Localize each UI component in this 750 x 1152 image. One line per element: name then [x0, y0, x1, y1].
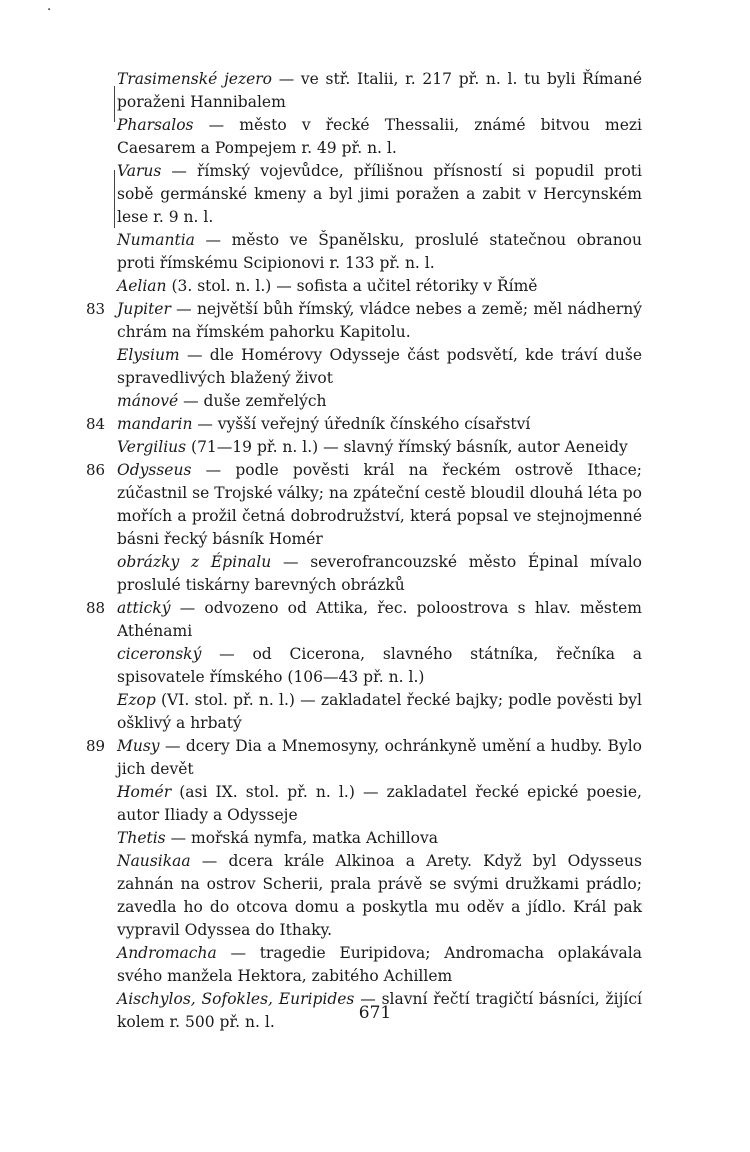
glossary-entry	[0, 781, 642, 827]
corner-mark: .	[47, 0, 52, 14]
glossary-entry	[0, 436, 642, 459]
entry-term: mandarin	[117, 415, 193, 433]
glossary-entry	[0, 689, 642, 735]
entry-definition: (71—19 př. n. l.) — slavný římský básník, autor Aeneidy	[186, 438, 628, 456]
glossary-entry	[0, 942, 642, 988]
entry-definition: — město ve Španělsku, proslulé statečnou obranou proti římskému Scipionovi r. 133 př. n. l.	[117, 231, 642, 272]
entry-definition: — tragedie Euripidova; Andromacha oplakávala svého manžela Hektora, zabitého Achillem	[117, 944, 642, 985]
entry-definition: — vyšší veřejný úředník čínského císařství	[192, 415, 531, 433]
entry-term: Ezop	[117, 691, 156, 709]
glossary-entry	[0, 551, 642, 597]
entry-definition: — dcery Dia a Mnemosyny, ochránkyně umění a hudby. Bylo jich devět	[117, 737, 642, 778]
glossary-page	[0, 68, 750, 1034]
glossary-entry	[0, 114, 642, 160]
glossary-entry	[0, 597, 642, 643]
entry-term: Nausikaa	[117, 852, 191, 870]
glossary-entry	[0, 735, 642, 781]
entry-term: Musy	[117, 737, 160, 755]
entry-term: obrázky z Épinalu	[117, 553, 272, 571]
glossary-entry	[0, 275, 642, 298]
glossary-entry	[0, 390, 642, 413]
entry-definition: — dcera krále Alkinoa a Arety. Když byl Odysseus zahnán na ostrov Scherii, prala právě se svými družkami prádlo; zavedla ho do otcova domu a poskytla mu oděv a jídlo. Král pak vypravil Odyssea do Ithaky.	[117, 852, 642, 939]
entry-term: ciceronský	[117, 645, 202, 663]
glossary-entry	[0, 298, 642, 344]
entry-definition: — podle pověsti král na řeckém ostrově Ithace; zúčastnil se Trojské války; na zpáteční cestě bloudil dlouhá léta po mořích a prožil četná dobrodružství, která popsal ve stejnojmenné básni řecký básník Homér	[117, 461, 642, 548]
page-reference-number: 89	[86, 737, 106, 755]
entry-definition: — mořská nymfa, matka Achillova	[165, 829, 439, 847]
entry-definition: — odvozeno od Attika, řec. poloostrova s hlav. městem Athénami	[117, 599, 642, 640]
entry-term: Elysium	[117, 346, 180, 364]
entry-term: Trasimenské jezero	[117, 70, 273, 88]
page-reference-number: 86	[86, 461, 106, 479]
glossary-entry	[0, 68, 642, 114]
glossary-entry	[0, 643, 642, 689]
entry-definition: — ve stř. Italii, r. 217 př. n. l. tu byli Římané poraženi Hannibalem	[117, 70, 643, 111]
glossary-entry	[0, 459, 642, 551]
entry-term: mánové	[117, 392, 179, 410]
entry-term: attický	[117, 599, 171, 617]
entry-definition: — severofrancouzské město Épinal mívalo proslulé tiskárny barevných obrázků	[117, 553, 642, 594]
entry-definition: — město v řecké Thessalii, známé bitvou mezi Caesarem a Pompejem r. 49 př. n. l.	[117, 116, 642, 157]
glossary-entry	[0, 344, 642, 390]
entry-definition: (3. stol. n. l.) — sofista a učitel rétoriky v Římě	[166, 277, 538, 295]
glossary-entry	[0, 850, 642, 942]
entry-definition: — duše zemřelých	[178, 392, 327, 410]
entry-term: Numantia	[117, 231, 195, 249]
page-reference-number: 84	[86, 415, 106, 433]
entry-term: Vergilius	[117, 438, 187, 456]
entry-definition: — od Cicerona, slavného státníka, řečníka a spisovatele římského (106—43 př. n. l.)	[117, 645, 642, 686]
entry-term: Jupiter	[117, 300, 171, 318]
entry-definition: (VI. stol. př. n. l.) — zakladatel řecké bajky; podle pověsti byl ošklivý a hrbatý	[117, 691, 642, 732]
glossary-entry	[0, 827, 642, 850]
entry-definition: — římský vojevůdce, přílišnou přísností si popudil proti sobě germánské kmeny a byl jimi poražen a zabit v Hercynském lese r. 9 n. l.	[117, 162, 642, 226]
entry-term: Varus	[117, 162, 162, 180]
entry-term: Aelian	[117, 277, 167, 295]
entry-term: Pharsalos	[117, 116, 194, 134]
page-reference-number: 88	[86, 599, 106, 617]
entry-term: Odysseus	[117, 461, 192, 479]
page-number: 671	[358, 1003, 392, 1023]
page-reference-number: 83	[86, 300, 106, 318]
entry-definition: (asi IX. stol. př. n. l.) — zakladatel řecké epické poesie, autor Iliady a Odysseje	[117, 783, 642, 824]
glossary-entry	[0, 413, 642, 436]
entry-term: Thetis	[117, 829, 166, 847]
entry-definition: — největší bůh římský, vládce nebes a země; měl nádherný chrám na římském pahorku Kapitolu.	[117, 300, 642, 341]
entry-definition: — dle Homérovy Odysseje část podsvětí, kde tráví duše spravedlivých blažený život	[117, 346, 642, 387]
entry-term: Homér	[117, 783, 172, 801]
entry-term: Aischylos, Sofokles, Euripides	[117, 990, 355, 1008]
glossary-entry	[0, 229, 642, 275]
entry-term: Andromacha	[117, 944, 217, 962]
entry-definition: — slavní řečtí tragičtí básníci, žijící kolem r. 500 př. n. l.	[117, 990, 642, 1031]
glossary-entry	[0, 160, 642, 229]
